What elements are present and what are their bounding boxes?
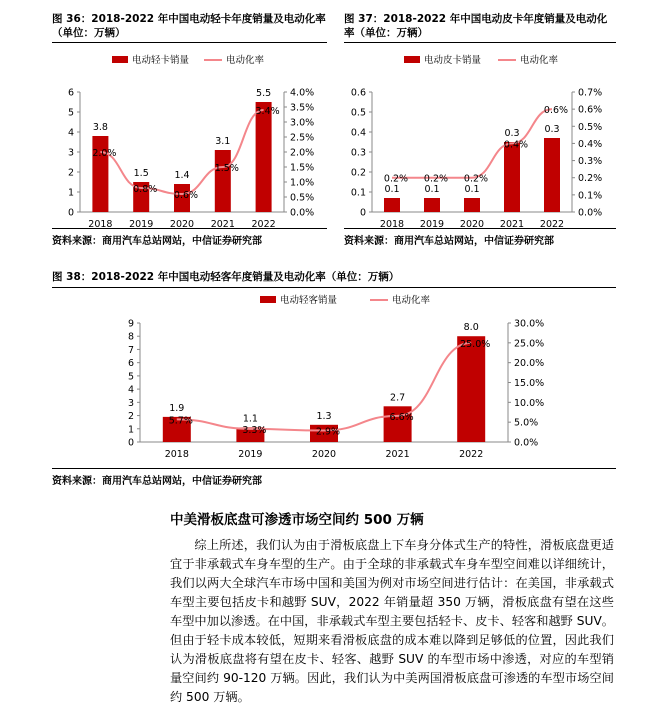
line-data-label: 0.6% <box>173 190 199 201</box>
x-axis <box>140 442 508 460</box>
bar-data-label: 8.0 <box>463 322 479 334</box>
bar-data-label: 2.7 <box>390 392 406 404</box>
x-tick-label: 2022 <box>251 219 276 230</box>
right-tick-label: 3.0% <box>290 117 315 129</box>
line-data-label: 0.2% <box>463 173 489 185</box>
source-rule <box>52 228 327 229</box>
legend-swatch-bar <box>260 296 276 303</box>
source-note: 资料来源：商用汽车总站网站，中信证券研究部 <box>344 236 554 247</box>
x-tick-label: 2019 <box>238 449 263 460</box>
right-tick-label: 1.5% <box>290 162 315 174</box>
left-tick-label: 4 <box>67 127 74 139</box>
right-tick-label: 0.5% <box>578 121 603 133</box>
line-data-label: 2.0% <box>92 148 117 159</box>
line-data-label: 0.6% <box>543 105 569 117</box>
right-tick-label: 5.0% <box>514 417 539 429</box>
right-tick-label: 0.3% <box>578 156 603 168</box>
title-rule <box>52 287 616 288</box>
bar-data-label: 1.4 <box>174 170 190 181</box>
right-axis <box>572 88 602 219</box>
right-tick-label: 0.0% <box>290 207 315 219</box>
bar-data-label: 0.3 <box>504 128 520 139</box>
right-tick-label: 0.1% <box>578 190 603 202</box>
line-data-label: 1.5% <box>214 163 239 174</box>
left-tick-label: 3 <box>67 147 74 159</box>
line-data-label: 2.9% <box>315 426 341 438</box>
right-tick-label: 25.0% <box>514 338 545 350</box>
left-tick-label: 6 <box>127 358 134 370</box>
bar-data-label: 0.1 <box>384 184 400 195</box>
legend-label-line: 电动化率 <box>392 295 431 306</box>
left-tick-label: 6 <box>67 87 74 99</box>
bar <box>457 336 485 442</box>
x-tick-label: 2020 <box>459 219 485 230</box>
chart-38 <box>52 292 616 477</box>
line-data-label: 3.3% <box>242 424 267 436</box>
right-tick-label: 30.0% <box>514 318 545 330</box>
left-tick-label: 2 <box>67 167 74 179</box>
chart-37 <box>344 46 616 236</box>
legend-label-line: 电动化率 <box>226 55 265 66</box>
line-labels <box>384 105 568 185</box>
left-tick-label: 1 <box>67 187 74 199</box>
bar <box>544 138 560 212</box>
figure-title: 图 37：2018-2022 年中国电动皮卡年度销量及电动化率（单位：万辆） <box>344 13 608 39</box>
section-heading: 中美滑板底盘可渗透市场空间约 500 万辆 <box>170 512 424 528</box>
line-data-label: 5.7% <box>168 415 193 427</box>
bar-data-label: 3.1 <box>215 136 231 147</box>
right-tick-label: 2.5% <box>290 132 315 144</box>
right-tick-label: 0.0% <box>514 437 539 449</box>
source-note: 资料来源：商用汽车总站网站，中信证券研究部 <box>52 476 262 487</box>
line-data-label: 0.2% <box>423 173 449 185</box>
legend <box>260 294 431 306</box>
x-tick-label: 2022 <box>539 219 565 230</box>
bar-data-label: 1.9 <box>169 402 185 414</box>
left-tick-label: 9 <box>127 318 134 330</box>
legend-swatch-bar <box>404 56 420 63</box>
line-data-label: 0.2% <box>383 173 409 185</box>
x-tick-label: 2018 <box>88 219 113 230</box>
x-tick-label: 2019 <box>129 219 154 230</box>
body-paragraph: 综上所述，我们认为由于滑板底盘上下车身分体式生产的特性，滑板底盘更适宜于非承载式车身车型的生产。由于全球的非承载式车身车型空间难以详细统计，我们以两大全球汽车市场中国和美国为例对市场空间进行估计：在美国，非承载式车型主要包括皮卡和越野 SUV，2022 年销量超 350 万辆，滑板底盘有望在这些车型中加以渗透。在中国，非承载式车型主要包括轻卡、皮卡、轻客和越野 SUV。但由于轻卡成本较低，短期来看滑板底盘的成本难以降到足够低的位置，因此我们认为滑板底盘将有望在皮卡、轻客、越野 SUV 的车型市场中渗透，对应的车型销量空间约 90-120 万辆。因此，我们认为中美两国滑板底盘可渗透的车型市场空间约 500 万辆。 <box>170 538 614 704</box>
figure-37 <box>344 12 616 252</box>
bar-data-label: 1.5 <box>133 168 149 179</box>
line-data-label: 3.4% <box>255 106 280 117</box>
title-rule <box>344 42 616 43</box>
left-tick-label: 5 <box>67 107 74 119</box>
x-tick-label: 2021 <box>210 219 235 230</box>
figure-36 <box>52 12 327 252</box>
x-tick-label: 2019 <box>419 219 445 230</box>
legend-label-line: 电动化率 <box>520 55 559 66</box>
figure-title: 图 38：2018-2022 年中国电动轻客年度销量及电动化率（单位：万辆） <box>52 271 400 283</box>
right-tick-label: 0.7% <box>578 87 603 99</box>
legend-swatch-bar <box>112 56 128 63</box>
right-tick-label: 4.0% <box>290 87 315 99</box>
left-tick-label: 0 <box>359 207 366 219</box>
x-tick-label: 2018 <box>379 219 405 230</box>
bar <box>424 198 440 212</box>
legend-label-bar: 电动皮卡销量 <box>424 55 482 66</box>
right-tick-label: 0.2% <box>578 173 603 185</box>
figure-38 <box>52 270 616 495</box>
chart-36 <box>52 46 327 236</box>
bar-data-label: 1.1 <box>242 413 258 425</box>
right-tick-label: 3.5% <box>290 102 315 114</box>
bar <box>464 198 480 212</box>
right-axis <box>284 88 314 219</box>
left-axis <box>68 88 80 219</box>
x-tick-label: 2021 <box>499 219 525 230</box>
bar-data-label: 1.3 <box>316 410 332 422</box>
left-tick-label: 0.2 <box>350 167 366 179</box>
bar-data-label: 0.3 <box>544 124 560 135</box>
line-data-label: 6.6% <box>389 411 414 423</box>
bar <box>215 150 231 212</box>
legend <box>112 54 265 66</box>
left-tick-label: 1 <box>127 424 134 436</box>
rate-line <box>100 110 263 194</box>
left-tick-label: 3 <box>127 397 134 409</box>
title-rule <box>52 42 327 43</box>
left-tick-label: 4 <box>127 384 134 396</box>
line-data-label: 0.4% <box>503 139 529 151</box>
line-data-label: 25.0% <box>460 338 491 350</box>
bar-data-label: 3.8 <box>92 122 108 133</box>
right-tick-label: 2.0% <box>290 147 315 159</box>
left-axis <box>128 319 140 449</box>
left-tick-label: 0 <box>67 207 74 219</box>
left-tick-label: 0.1 <box>350 187 366 199</box>
right-tick-label: 1.0% <box>290 177 315 189</box>
figure-title: 图 36：2018-2022 年中国电动轻卡年度销量及电动化率（单位：万辆） <box>52 13 326 39</box>
legend-label-bar: 电动轻客销量 <box>280 295 338 306</box>
source-note: 资料来源：商用汽车总站网站，中信证券研究部 <box>52 236 262 247</box>
left-tick-label: 5 <box>127 371 134 383</box>
left-tick-label: 7 <box>127 344 134 356</box>
left-tick-label: 0 <box>127 437 134 449</box>
right-tick-label: 10.0% <box>514 397 545 409</box>
right-tick-label: 20.0% <box>514 358 545 370</box>
right-axis <box>508 319 544 449</box>
bar-data-label: 5.5 <box>256 88 272 99</box>
bar-labels <box>168 322 479 427</box>
right-tick-label: 15.0% <box>514 378 545 389</box>
body-text <box>170 536 614 707</box>
left-tick-label: 0.3 <box>350 147 366 159</box>
left-tick-label: 0.4 <box>350 127 366 139</box>
bar-data-label: 0.1 <box>464 184 480 195</box>
x-tick-label: 2021 <box>385 449 410 460</box>
bar <box>504 142 520 212</box>
left-tick-label: 0.6 <box>350 87 366 99</box>
bar-data-label: 0.1 <box>424 184 440 195</box>
line-data-label: 0.8% <box>133 184 158 195</box>
source-rule <box>52 468 616 469</box>
right-tick-label: 0.5% <box>290 192 315 204</box>
x-tick-label: 2022 <box>459 449 484 460</box>
bar <box>256 102 272 212</box>
right-tick-label: 0.0% <box>578 207 603 219</box>
bar <box>384 198 400 212</box>
legend <box>404 54 559 66</box>
right-tick-label: 0.6% <box>578 104 603 116</box>
right-tick-label: 0.4% <box>578 138 603 150</box>
line-series <box>100 110 263 194</box>
line-labels <box>169 339 491 438</box>
x-tick-label: 2020 <box>169 219 195 230</box>
x-tick-label: 2020 <box>311 449 337 460</box>
left-axis <box>351 88 372 219</box>
left-tick-label: 0.5 <box>350 107 366 119</box>
x-tick-label: 2018 <box>164 449 189 460</box>
left-tick-label: 2 <box>127 411 134 423</box>
source-rule <box>344 228 616 229</box>
legend-label-bar: 电动轻卡销量 <box>132 55 190 66</box>
left-tick-label: 8 <box>127 331 134 343</box>
